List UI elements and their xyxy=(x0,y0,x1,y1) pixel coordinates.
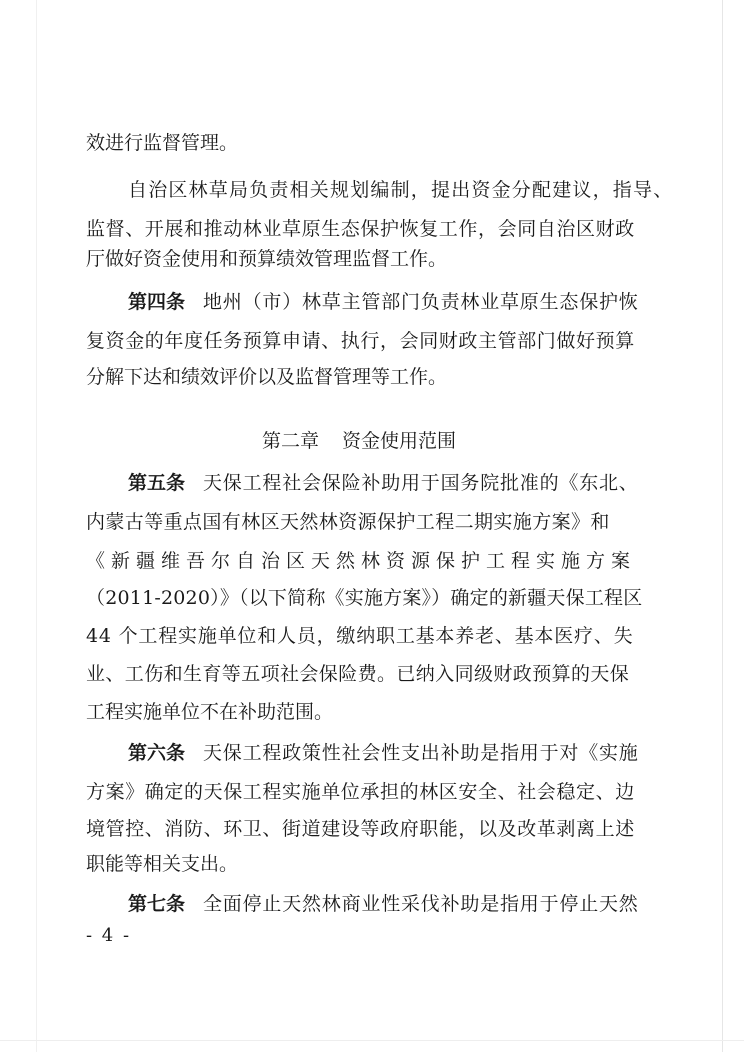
article-line xyxy=(0,738,744,768)
text-segment: 44 个工程实施单位和人员，缴纳职工基本养老、基本医疗、失 xyxy=(86,625,634,647)
text-segment: 全面停止天然林商业性采伐补助是指用于停止天然 xyxy=(203,893,639,915)
text-segment: 分解下达和绩效评价以及监督管理等工作。 xyxy=(86,366,448,388)
text-segment: 复资金的年度任务预算申请、执行，会同财政主管部门做好预算 xyxy=(86,330,635,352)
chapter-number: 第二章 xyxy=(262,430,320,452)
text-segment: 监督、开展和推动林业草原生态保护恢复工作，会同自治区财政 xyxy=(86,218,635,240)
article-label: 第五条 xyxy=(128,472,186,494)
text-segment: （2011-2020）》（以下简称《实施方案》）确定的新疆天保工程区 xyxy=(86,587,643,609)
text-segment: 工程实施单位不在补助范围。 xyxy=(86,701,334,723)
text-segment: 天保工程社会保险补助用于国务院批准的《东北、 xyxy=(203,472,639,494)
text-line xyxy=(0,362,744,392)
text-segment: 方案》确定的天保工程实施单位承担的林区安全、社会稳定、边 xyxy=(86,781,635,803)
chapter-heading xyxy=(0,426,744,456)
article-line xyxy=(0,287,744,317)
text-line xyxy=(0,244,744,274)
text-segment: 境管控、消防、环卫、街道建设等政府职能，以及改革剥离上述 xyxy=(86,818,635,840)
page-number: - 4 - xyxy=(86,925,132,946)
text-line xyxy=(0,814,744,844)
text-line xyxy=(0,546,744,576)
text-line xyxy=(0,583,744,613)
text-segment: 《新疆维吾尔自治区天然林资源保护工程实施方案 xyxy=(86,550,637,572)
scan-edge-bottom xyxy=(0,1040,744,1041)
article-label: 第六条 xyxy=(128,742,186,764)
text-line xyxy=(0,659,744,689)
text-segment: 自治区林草局负责相关规划编制，提出资金分配建议，指导、 xyxy=(128,179,674,201)
text-line xyxy=(0,621,744,651)
text-line xyxy=(0,326,744,356)
text-line xyxy=(0,697,744,727)
text-line xyxy=(0,128,744,158)
text-segment: 天保工程政策性社会性支出补助是指用于对《实施 xyxy=(203,742,639,764)
text-line xyxy=(0,777,744,807)
text-segment: 效进行监督管理。 xyxy=(86,132,239,154)
text-segment: 地州（市）林草主管部门负责林业草原生态保护恢 xyxy=(203,291,639,313)
text-segment: 厅做好资金使用和预算绩效管理监督工作。 xyxy=(86,248,448,270)
text-segment: 业、工伤和生育等五项社会保险费。已纳入同级财政预算的天保 xyxy=(86,663,630,685)
text-line xyxy=(0,849,744,879)
article-line xyxy=(0,468,744,498)
text-line xyxy=(0,175,744,205)
text-segment: 职能等相关支出。 xyxy=(86,853,239,875)
article-label: 第七条 xyxy=(128,893,186,915)
chapter-title: 资金使用范围 xyxy=(342,430,457,452)
text-line xyxy=(0,507,744,537)
text-segment: 内蒙古等重点国有林区天然林资源保护工程二期实施方案》和 xyxy=(86,511,610,533)
article-label: 第四条 xyxy=(128,291,186,313)
page-number-line xyxy=(0,921,744,951)
article-line xyxy=(0,889,744,919)
text-line xyxy=(0,214,744,244)
